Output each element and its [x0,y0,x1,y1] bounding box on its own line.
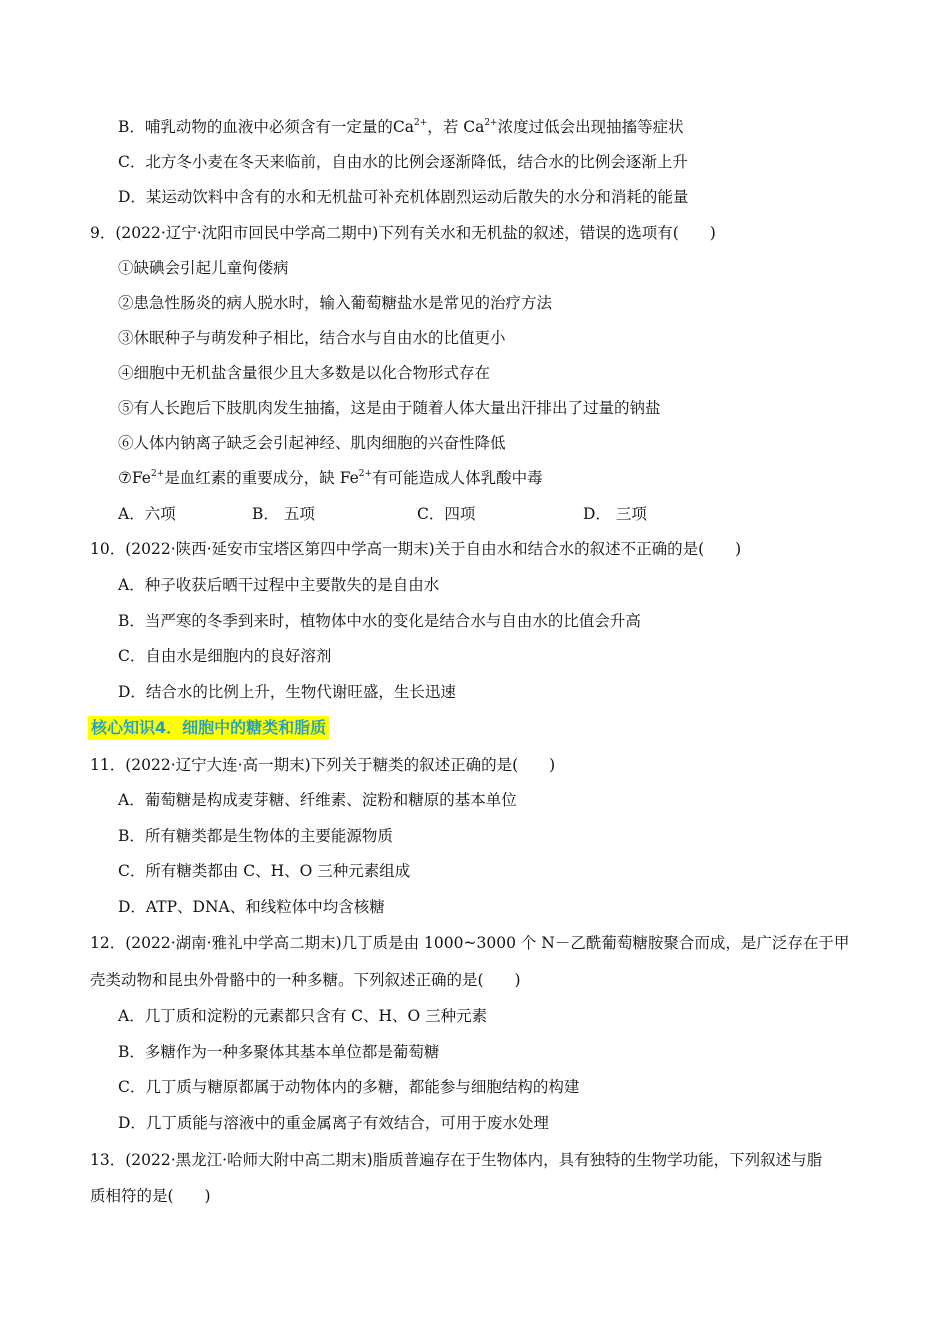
q8-option-b-text: 浓度过低会出现抽搐等症状 [497,118,684,136]
q13-stem-line-2: 质相符的是( ) [90,1187,211,1205]
q12-option-d: D．几丁质能与溶液中的重金属离子有效结合，可用于废水处理 [118,1114,549,1132]
q9-option-d: D． 三项 [583,505,647,523]
q9-statement-6: ⑥人体内钠离子缺乏会引起神经、肌肉细胞的兴奋性降低 [118,434,506,452]
q8-option-b-text: B．哺乳动物的血液中必须含有一定量的Ca [118,118,414,136]
q11-stem: 11．(2022·辽宁大连·高一期末)下列关于糖类的叙述正确的是( ) [90,756,556,774]
superscript: 2+ [484,118,498,128]
q10-option-d: D．结合水的比例上升，生物代谢旺盛，生长迅速 [118,683,456,701]
q9-option-b: B． 五项 [252,505,315,523]
q11-option-c: C．所有糖类都由 C、H、O 三种元素组成 [118,862,411,880]
q9-statement-1: ①缺碘会引起儿童佝偻病 [118,259,289,277]
q9-option-a: A．六项 [118,505,176,523]
q9-statement-7 [118,467,543,489]
q12-stem-line-2: 壳类动物和昆虫外骨骼中的一种多糖。下列叙述正确的是( ) [90,971,521,989]
q9-statement-7-text: ⑦Fe [118,469,151,487]
q9-statement-7-text: 有可能造成人体乳酸中毒 [372,469,543,487]
q11-option-a: A．葡萄糖是构成麦芽糖、纤维素、淀粉和糖原的基本单位 [118,791,517,809]
q8-option-b [118,116,684,138]
q8-option-c: C．北方冬小麦在冬天来临前，自由水的比例会逐渐降低，结合水的比例会逐渐上升 [118,153,688,171]
q9-stem: 9．(2022·辽宁·沈阳市回民中学高二期中)下列有关水和无机盐的叙述，错误的选项有( ) [90,224,716,242]
q13-stem-line-1: 13．(2022·黑龙江·哈师大附中高二期末)脂质普遍存在于生物体内，具有独特的生物学功能，下列叙述与脂 [90,1151,823,1169]
superscript: 2+ [414,118,428,128]
q8-option-d: D．某运动饮料中含有的水和无机盐可补充机体剧烈运动后散失的水分和消耗的能量 [118,188,689,206]
q9-statement-4: ④细胞中无机盐含量很少且大多数是以化合物形式存在 [118,364,491,382]
q10-option-c: C．自由水是细胞内的良好溶剂 [118,647,332,665]
section-heading: 核心知识4．细胞中的糖类和脂质 [88,716,329,740]
superscript: 2+ [150,469,165,479]
q10-stem: 10．(2022·陕西·延安市宝塔区第四中学高一期末)关于自由水和结合水的叙述不正确的是( ) [90,540,742,558]
q9-options-row [118,503,678,525]
q11-option-b: B．所有糖类都是生物体的主要能源物质 [118,827,393,845]
superscript: 2+ [358,469,373,479]
q9-option-c: C．四项 [417,505,476,523]
q9-statement-3: ③休眠种子与萌发种子相比，结合水与自由水的比值更小 [118,329,506,347]
q11-option-d: D．ATP、DNA、和线粒体中均含核糖 [118,898,385,916]
q12-option-b: B．多糖作为一种多聚体其基本单位都是葡萄糖 [118,1043,440,1061]
q12-stem-line-1: 12．(2022·湖南·雅礼中学高二期末)几丁质是由 1000~3000 个 N－乙酰葡萄糖胺聚合而成，是广泛存在于甲 [90,934,850,952]
q12-option-c: C．几丁质与糖原都属于动物体内的多糖，都能参与细胞结构的构建 [118,1078,580,1096]
q10-option-a: A．种子收获后晒干过程中主要散失的是自由水 [118,576,440,594]
q12-option-a: A．几丁质和淀粉的元素都只含有 C、H、O 三种元素 [118,1007,488,1025]
q9-statement-7-text: 是血红素的重要成分，缺 Fe [164,469,359,487]
q8-option-b-text: ，若 Ca [427,118,485,136]
q9-statement-2: ②患急性肠炎的病人脱水时，输入葡萄糖盐水是常见的治疗方法 [118,294,553,312]
q10-option-b: B．当严寒的冬季到来时，植物体中水的变化是结合水与自由水的比值会升高 [118,612,641,630]
q9-statement-5: ⑤有人长跑后下肢肌肉发生抽搐，这是由于随着人体大量出汗排出了过量的钠盐 [118,399,661,417]
